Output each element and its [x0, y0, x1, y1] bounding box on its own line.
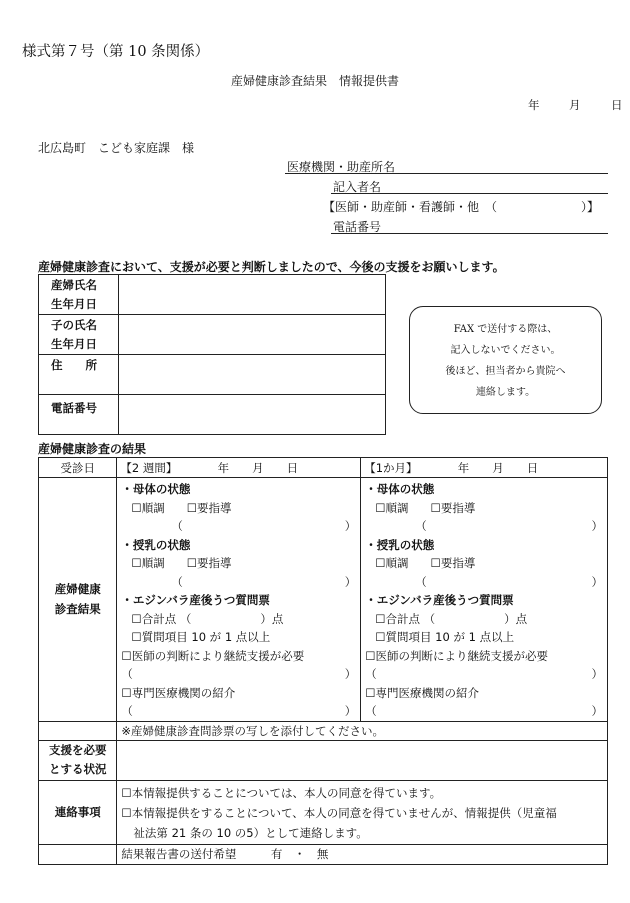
total-score-checkbox[interactable]: ☐合計点 （ ）点: [131, 611, 284, 626]
normal-checkbox[interactable]: ☐順調: [375, 556, 409, 570]
needs-guidance-checkbox[interactable]: ☐要指導: [186, 500, 232, 515]
mother-state-options: [117, 499, 360, 518]
attach-note: ※産婦健康診査問診票の写しを添付してください。: [117, 721, 608, 740]
mother-labels: [39, 275, 119, 315]
support-label-line2: とする状況: [48, 762, 107, 776]
result-1month[interactable]: [361, 478, 608, 722]
support-situation-field[interactable]: [117, 740, 608, 780]
normal-checkbox[interactable]: ☐順調: [131, 500, 165, 515]
needs-guidance-checkbox[interactable]: ☐要指導: [430, 500, 476, 515]
mother-state-heading: ・母体の状態: [121, 482, 191, 496]
doctor-support-note[interactable]: （ ）: [365, 667, 603, 681]
breast-state-options: [117, 554, 360, 573]
specialist-referral-checkbox[interactable]: ☐専門医療機関の紹介: [365, 685, 480, 700]
date-day: 日: [611, 98, 623, 112]
child-dob-label: 生年月日: [51, 337, 97, 351]
epds-heading: ・エジンバラ産後うつ質問票: [365, 593, 514, 607]
address-field[interactable]: [118, 355, 385, 395]
consent-yes-checkbox[interactable]: ☐本情報提供することについては、本人の同意を得ています。: [121, 785, 442, 800]
child-info-field[interactable]: [118, 315, 385, 355]
facility-label: 医療機関・助産所名: [287, 160, 396, 174]
needs-guidance-checkbox[interactable]: ☐要指導: [430, 556, 476, 570]
mother-name-label: 産婦氏名: [51, 278, 97, 292]
address-label-cell: [39, 355, 119, 395]
needs-guidance-checkbox[interactable]: ☐要指導: [186, 556, 232, 570]
facility-underline: [285, 173, 608, 174]
child-name-label: 子の氏名: [51, 318, 97, 332]
report-request-spacer: [39, 844, 117, 864]
date-year: 年: [528, 98, 540, 112]
intro-text: 産婦健康診査において、支援が必要と判断しましたので、今後の支援をお願いします。: [38, 260, 505, 274]
phone-label: 電話番号: [333, 220, 382, 234]
mother-dob-label: 生年月日: [51, 297, 97, 311]
results-table: [38, 457, 608, 865]
doctor-support-checkbox[interactable]: ☐医師の判断により継続支援が必要: [365, 648, 549, 663]
attach-note-spacer: [39, 721, 117, 740]
item10-checkbox[interactable]: ☐質問項目 10 が 1 点以上: [375, 630, 515, 644]
info-table: [38, 274, 386, 435]
address-label: 住 所: [51, 358, 97, 372]
visit-date-2week[interactable]: 【2 週間】 年 月 日: [117, 458, 361, 478]
phone-underline: [331, 233, 608, 234]
contact-label: 連絡事項: [39, 780, 117, 844]
writer-underline: [331, 193, 608, 194]
fax-note-line: 後ほど、担当者から貴院へ: [445, 366, 566, 377]
date-month: 月: [569, 98, 581, 112]
total-score-checkbox[interactable]: ☐合計点 （ ）点: [375, 611, 528, 626]
form-number: 様式第７号（第 10 条関係）: [22, 44, 210, 60]
contact-field: [117, 780, 608, 844]
specialist-referral-checkbox[interactable]: ☐専門医療機関の紹介: [121, 685, 236, 700]
mother-state-note[interactable]: （ ）: [171, 519, 357, 533]
breast-state-options: [361, 554, 607, 573]
visit-date-label: 受診日: [39, 458, 117, 478]
fax-note-line: 連絡します。: [475, 387, 536, 398]
role-line: 【医師・助産師・看護師・他 （ ）】: [323, 200, 600, 214]
support-label-line1: 支援を必要: [48, 743, 107, 757]
breast-state-heading: ・授乳の状態: [121, 537, 191, 552]
result-label-line1: 産婦健康: [54, 582, 101, 597]
phone-label-cell: [39, 395, 119, 435]
fax-note-line: FAX で送付する際は、: [453, 324, 558, 335]
document-title: 産婦健康診査結果 情報提供書: [231, 74, 400, 88]
results-heading: 産婦健康診査の結果: [38, 442, 147, 456]
mother-state-options: [361, 499, 607, 518]
writer-label: 記入者名: [333, 180, 382, 194]
normal-checkbox[interactable]: ☐順調: [375, 500, 409, 515]
result-2week[interactable]: [117, 478, 361, 722]
result-label-cell: [39, 478, 117, 722]
doctor-support-checkbox[interactable]: ☐医師の判断により継続支援が必要: [121, 648, 305, 663]
result-label-line2: 診査結果: [54, 602, 101, 617]
consent-no-checkbox[interactable]: ☐本情報提供をすることについて、本人の同意を得ていませんが、情報提供（児童福: [121, 805, 557, 820]
mother-state-heading: ・母体の状態: [365, 482, 435, 496]
fax-note-line: 記入しないでください。: [450, 345, 561, 356]
breast-state-note[interactable]: （ ）: [171, 574, 357, 589]
mother-phone-field[interactable]: [118, 395, 385, 435]
support-label-cell: [39, 740, 117, 780]
breast-state-heading: ・授乳の状態: [365, 537, 435, 552]
child-labels: [39, 315, 119, 355]
mother-phone-label: 電話番号: [51, 401, 97, 415]
fax-note-box: [409, 306, 602, 414]
addressee: 北広島町 こども家庭課 様: [38, 141, 195, 155]
consent-no-continued: 祉法第 21 条の 10 の5）として連絡します。: [133, 825, 368, 840]
epds-heading: ・エジンバラ産後うつ質問票: [121, 593, 270, 607]
specialist-referral-note[interactable]: （ ）: [121, 704, 357, 718]
item10-checkbox[interactable]: ☐質問項目 10 が 1 点以上: [131, 630, 271, 644]
doctor-support-note[interactable]: （ ）: [121, 667, 357, 681]
breast-state-note[interactable]: （ ）: [415, 574, 603, 589]
visit-date-1month[interactable]: 【1か月】 年 月 日: [361, 458, 608, 478]
normal-checkbox[interactable]: ☐順調: [131, 556, 165, 570]
report-request[interactable]: 結果報告書の送付希望 有 ・ 無: [117, 844, 608, 864]
mother-state-note[interactable]: （ ）: [415, 519, 603, 533]
mother-info-field[interactable]: [118, 275, 385, 315]
specialist-referral-note[interactable]: （ ）: [365, 704, 603, 718]
